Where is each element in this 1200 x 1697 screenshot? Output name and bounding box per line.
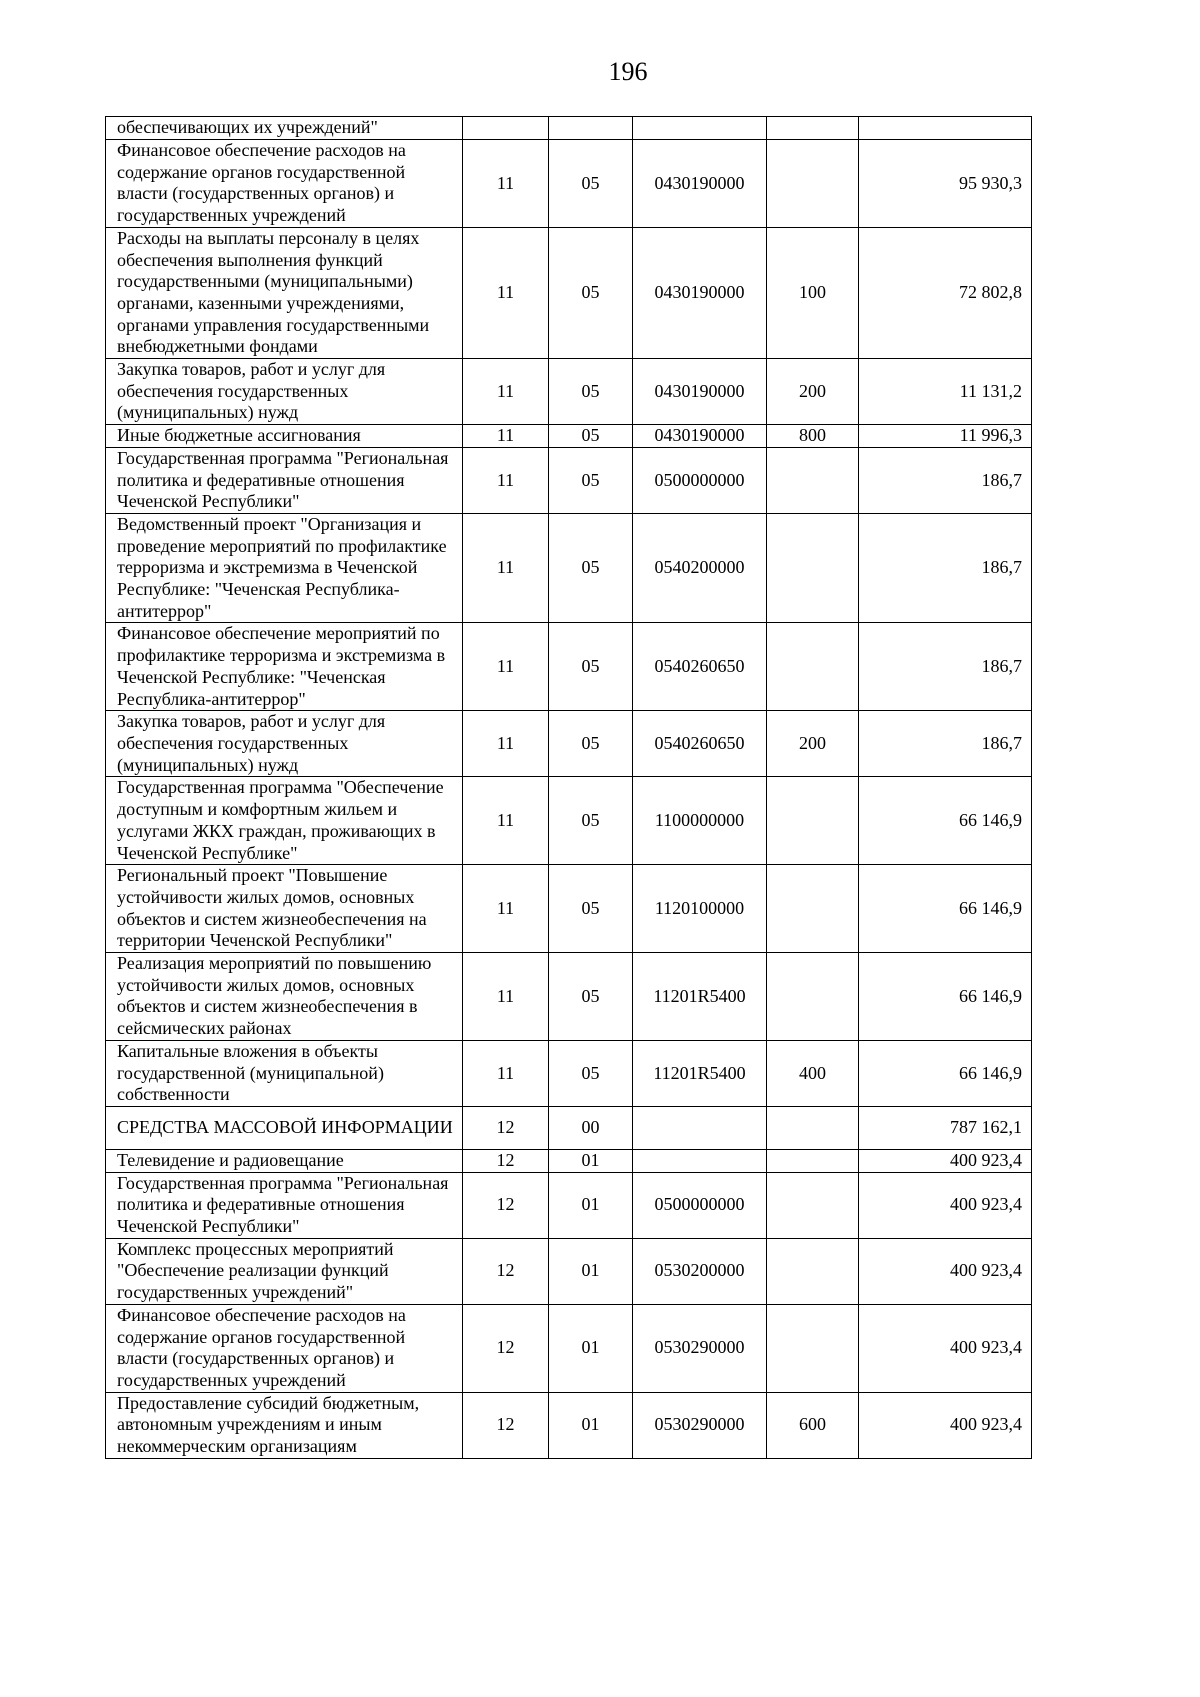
target-article-code: 1120100000 xyxy=(633,865,767,953)
amount-value: 186,7 xyxy=(859,447,1032,513)
amount-value: 400 923,4 xyxy=(859,1238,1032,1304)
budget-item-name: Ведомственный проект "Организация и проведение мероприятий по профилактике терроризма и экстремизма в Чеченской Республике: "Чеченская Республика-антитеррор" xyxy=(106,513,463,623)
budget-item-name: Финансовое обеспечение мероприятий по профилактике терроризма и экстремизма в Чеченской Республике: "Чеченская Республика-антитеррор" xyxy=(106,623,463,711)
budget-item-name: Капитальные вложения в объекты государственной (муниципальной) собственности xyxy=(106,1040,463,1106)
expense-type-code xyxy=(767,777,859,865)
budget-item-name: Предоставление субсидий бюджетным, автономным учреждениям и иным некоммерческим организациям xyxy=(106,1392,463,1458)
table-row xyxy=(106,1149,1032,1172)
subsection-code: 05 xyxy=(549,359,633,425)
budget-item-name: Телевидение и радиовещание xyxy=(106,1149,463,1172)
section-code: 11 xyxy=(463,227,549,358)
budget-item-name: Расходы на выплаты персоналу в целях обеспечения выполнения функций государственными (муниципальными) органами, казенными учреждениями, органами управления государственными внебюджетными фондами xyxy=(106,227,463,358)
table-row xyxy=(106,359,1032,425)
budget-item-name: Комплекс процессных мероприятий "Обеспечение реализации функций государственных учреждений" xyxy=(106,1238,463,1304)
amount-value: 66 146,9 xyxy=(859,777,1032,865)
expense-type-code: 600 xyxy=(767,1392,859,1458)
budget-table xyxy=(105,116,1032,1459)
target-article-code: 1100000000 xyxy=(633,777,767,865)
target-article-code: 0540260650 xyxy=(633,711,767,777)
section-code: 11 xyxy=(463,447,549,513)
budget-item-name: Финансовое обеспечение расходов на содержание органов государственной власти (государственных органов) и государственных учреждений xyxy=(106,140,463,228)
amount-value: 11 131,2 xyxy=(859,359,1032,425)
expense-type-code xyxy=(767,865,859,953)
budget-table-body xyxy=(106,117,1032,1459)
budget-item-name: обеспечивающих их учреждений" xyxy=(106,117,463,140)
section-code: 11 xyxy=(463,1040,549,1106)
target-article-code: 0530290000 xyxy=(633,1304,767,1392)
expense-type-code xyxy=(767,1106,859,1149)
amount-value: 400 923,4 xyxy=(859,1149,1032,1172)
subsection-code: 01 xyxy=(549,1149,633,1172)
table-row xyxy=(106,227,1032,358)
subsection-code: 05 xyxy=(549,227,633,358)
expense-type-code: 100 xyxy=(767,227,859,358)
expense-type-code xyxy=(767,117,859,140)
expense-type-code xyxy=(767,1172,859,1238)
expense-type-code: 200 xyxy=(767,359,859,425)
target-article-code: 11201R5400 xyxy=(633,1040,767,1106)
section-code: 11 xyxy=(463,140,549,228)
target-article-code: 0500000000 xyxy=(633,1172,767,1238)
budget-item-name: СРЕДСТВА МАССОВОЙ ИНФОРМАЦИИ xyxy=(106,1106,463,1149)
section-code: 11 xyxy=(463,623,549,711)
amount-value: 400 923,4 xyxy=(859,1304,1032,1392)
table-row xyxy=(106,513,1032,623)
subsection-code: 05 xyxy=(549,140,633,228)
amount-value: 95 930,3 xyxy=(859,140,1032,228)
table-row xyxy=(106,425,1032,448)
section-code: 11 xyxy=(463,711,549,777)
expense-type-code xyxy=(767,953,859,1041)
section-code: 12 xyxy=(463,1106,549,1149)
target-article-code: 0500000000 xyxy=(633,447,767,513)
subsection-code: 05 xyxy=(549,513,633,623)
target-article-code: 0530290000 xyxy=(633,1392,767,1458)
section-code: 11 xyxy=(463,513,549,623)
table-row xyxy=(106,117,1032,140)
section-code: 11 xyxy=(463,359,549,425)
budget-item-name: Закупка товаров, работ и услуг для обеспечения государственных (муниципальных) нужд xyxy=(106,359,463,425)
section-code: 12 xyxy=(463,1392,549,1458)
amount-value: 66 146,9 xyxy=(859,953,1032,1041)
subsection-code: 01 xyxy=(549,1238,633,1304)
table-row xyxy=(106,1304,1032,1392)
budget-item-name: Финансовое обеспечение расходов на содержание органов государственной власти (государственных органов) и государственных учреждений xyxy=(106,1304,463,1392)
amount-value: 186,7 xyxy=(859,623,1032,711)
subsection-code: 00 xyxy=(549,1106,633,1149)
section-code: 11 xyxy=(463,777,549,865)
section-code: 12 xyxy=(463,1149,549,1172)
expense-type-code xyxy=(767,513,859,623)
subsection-code: 05 xyxy=(549,711,633,777)
table-row xyxy=(106,1172,1032,1238)
amount-value: 186,7 xyxy=(859,711,1032,777)
amount-value: 787 162,1 xyxy=(859,1106,1032,1149)
target-article-code xyxy=(633,1106,767,1149)
subsection-code: 05 xyxy=(549,447,633,513)
subsection-code: 05 xyxy=(549,623,633,711)
target-article-code: 11201R5400 xyxy=(633,953,767,1041)
amount-value xyxy=(859,117,1032,140)
section-code: 11 xyxy=(463,865,549,953)
table-row xyxy=(106,447,1032,513)
target-article-code: 0430190000 xyxy=(633,359,767,425)
expense-type-code xyxy=(767,623,859,711)
section-code: 11 xyxy=(463,953,549,1041)
target-article-code: 0430190000 xyxy=(633,425,767,448)
expense-type-code xyxy=(767,447,859,513)
section-code: 11 xyxy=(463,425,549,448)
amount-value: 186,7 xyxy=(859,513,1032,623)
subsection-code: 05 xyxy=(549,953,633,1041)
subsection-code xyxy=(549,117,633,140)
section-code: 12 xyxy=(463,1172,549,1238)
amount-value: 400 923,4 xyxy=(859,1392,1032,1458)
subsection-code: 01 xyxy=(549,1172,633,1238)
target-article-code: 0430190000 xyxy=(633,140,767,228)
table-row xyxy=(106,865,1032,953)
amount-value: 66 146,9 xyxy=(859,1040,1032,1106)
target-article-code: 0530200000 xyxy=(633,1238,767,1304)
target-article-code xyxy=(633,1149,767,1172)
table-row xyxy=(106,623,1032,711)
table-row xyxy=(106,1238,1032,1304)
table-row xyxy=(106,140,1032,228)
amount-value: 11 996,3 xyxy=(859,425,1032,448)
table-row xyxy=(106,711,1032,777)
budget-item-name: Закупка товаров, работ и услуг для обеспечения государственных (муниципальных) нужд xyxy=(106,711,463,777)
table-row xyxy=(106,1040,1032,1106)
target-article-code: 0540200000 xyxy=(633,513,767,623)
subsection-code: 05 xyxy=(549,865,633,953)
amount-value: 66 146,9 xyxy=(859,865,1032,953)
subsection-code: 05 xyxy=(549,777,633,865)
section-code: 12 xyxy=(463,1304,549,1392)
budget-item-name: Иные бюджетные ассигнования xyxy=(106,425,463,448)
expense-type-code xyxy=(767,1304,859,1392)
expense-type-code xyxy=(767,140,859,228)
expense-type-code: 200 xyxy=(767,711,859,777)
table-row xyxy=(106,777,1032,865)
table-row xyxy=(106,1106,1032,1149)
subsection-code: 05 xyxy=(549,1040,633,1106)
target-article-code xyxy=(633,117,767,140)
section-code xyxy=(463,117,549,140)
budget-item-name: Государственная программа "Региональная политика и федеративные отношения Чеченской Республики" xyxy=(106,1172,463,1238)
table-row xyxy=(106,1392,1032,1458)
section-code: 12 xyxy=(463,1238,549,1304)
amount-value: 72 802,8 xyxy=(859,227,1032,358)
budget-item-name: Государственная программа "Обеспечение доступным и комфортным жильем и услугами ЖКХ граждан, проживающих в Чеченской Республике" xyxy=(106,777,463,865)
page-number: 196 xyxy=(608,57,648,86)
expense-type-code xyxy=(767,1238,859,1304)
budget-item-name: Государственная программа "Региональная политика и федеративные отношения Чеченской Республики" xyxy=(106,447,463,513)
expense-type-code: 800 xyxy=(767,425,859,448)
table-row xyxy=(106,953,1032,1041)
target-article-code: 0540260650 xyxy=(633,623,767,711)
subsection-code: 01 xyxy=(549,1392,633,1458)
subsection-code: 05 xyxy=(549,425,633,448)
subsection-code: 01 xyxy=(549,1304,633,1392)
expense-type-code: 400 xyxy=(767,1040,859,1106)
expense-type-code xyxy=(767,1149,859,1172)
budget-item-name: Региональный проект "Повышение устойчивости жилых домов, основных объектов и систем жизнеобеспечения на территории Чеченской Республики" xyxy=(106,865,463,953)
budget-item-name: Реализация мероприятий по повышению устойчивости жилых домов, основных объектов и систем жизнеобеспечения в сейсмических районах xyxy=(106,953,463,1041)
target-article-code: 0430190000 xyxy=(633,227,767,358)
amount-value: 400 923,4 xyxy=(859,1172,1032,1238)
